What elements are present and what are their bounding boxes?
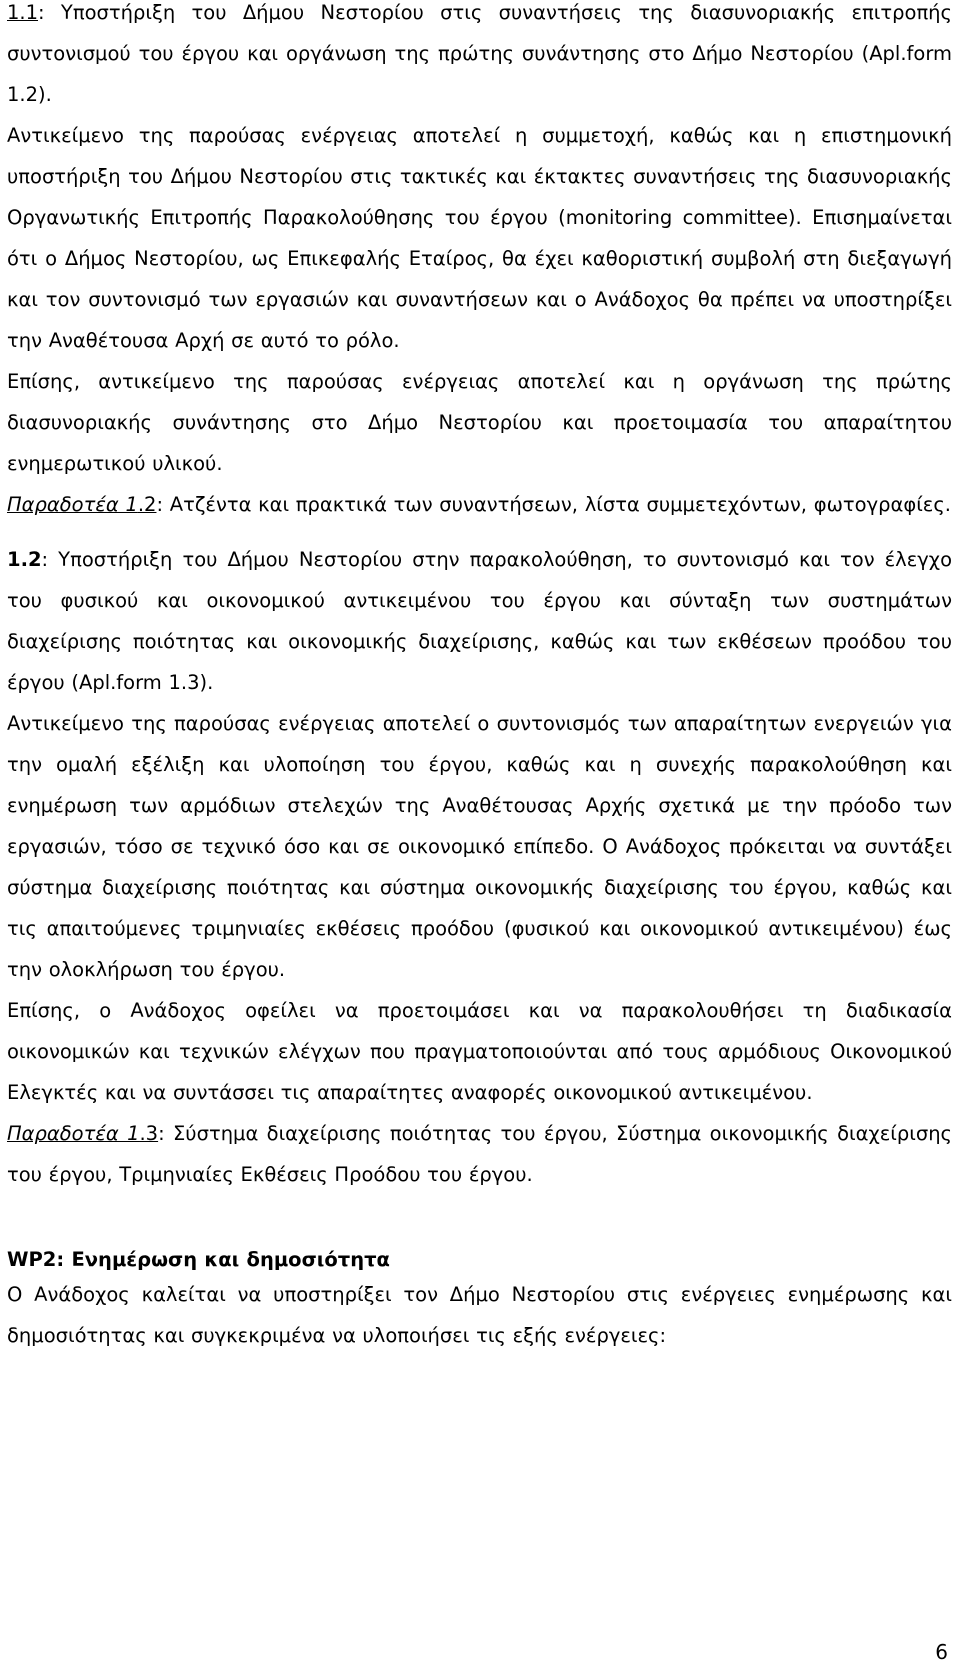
deliverable-label: Παραδοτέα 1 [7, 1122, 140, 1145]
section-1-1-paragraph-1: Αντικείμενο της παρούσας ενέργειας αποτελεί η συμμετοχή, καθώς και η επιστημονική υποστήριξη του Δήμου Νεστορίου στις τακτικές και έκτακτες συναντήσεις της διασυνοριακής Οργανωτικής Επιτροπής Παρακολούθησης του έργου (monitoring committee). Επισημαίνεται ότι ο Δήμος Νεστορίου, ως Επικεφαλής Εταίρος, θα έχει καθοριστική συμβολή στη διεξαγωγή και τον συντονισμό των εργασιών και συναντήσεων και ο Ανάδοχος θα πρέπει να υποστηρίξει την Αναθέτουσα Αρχή σε αυτό το ρόλο. [7, 124, 952, 352]
section-1-2-heading-text: : Υποστήριξη του Δήμου Νεστορίου στην παρακολούθηση, το συντονισμό και τον έλεγχο του φυσικού και οικονομικού αντικειμένου του έργου και σύνταξη των συστημάτων διαχείρισης ποιότητας και οικονομικής διαχείρισης, καθώς και των εκθέσεων προόδου του έργου (Apl.form 1.3). [7, 548, 952, 694]
spacer [7, 525, 952, 539]
wp2-paragraph-1: Ο Ανάδοχος καλείται να υποστηρίξει τον Δήμο Νεστορίου στις ενέργειες ενημέρωσης και δημοσιότητας και συγκεκριμένα να υλοποιήσει τις εξής ενέργειες: [7, 1283, 952, 1347]
section-1-2-paragraph-2: Επίσης, ο Ανάδοχος οφείλει να προετοιμάσει και να παρακολουθήσει τη διαδικασία οικονομικών και τεχνικών ελέγχων που πραγματοποιούνται από τους αρμόδιους Οικονομικού Ελεγκτές και να συντάσσει τις απαραίτητες αναφορές οικονομικού αντικειμένου. [7, 999, 952, 1104]
page-number: 6 [935, 1640, 948, 1664]
document-page [7, 0, 952, 1356]
spacer [7, 1195, 952, 1239]
wp2-heading: WP2: Ενημέρωση και δημοσιότητα [7, 1248, 390, 1271]
section-1-1-heading [7, 0, 952, 115]
deliverable-text: : Σύστημα διαχείρισης ποιότητας του έργου, Σύστημα οικονομικής διαχείρισης του έργου, Τριμηνιαίες Εκθέσεις Προόδου του έργου. [7, 1122, 952, 1186]
deliverable-number: .3 [139, 1122, 159, 1145]
section-1-1-heading-number: 1.1 [7, 1, 39, 24]
section-1-2-heading-number: 1.2 [7, 548, 42, 571]
deliverable-number: .2 [137, 493, 157, 516]
section-1-2-deliverable [7, 1113, 952, 1195]
deliverable-label: Παραδοτέα 1 [7, 493, 138, 516]
section-1-1-deliverable [7, 484, 952, 525]
section-1-2-heading [7, 539, 952, 703]
section-1-1-heading-text: : Υποστήριξη του Δήμου Νεστορίου στις συναντήσεις της διασυνοριακής επιτροπής συντονισμού του έργου και οργάνωση της πρώτης συνάντησης στο Δήμο Νεστορίου (Apl.form 1.2). [7, 1, 952, 106]
section-1-1-paragraph-2: Επίσης, αντικείμενο της παρούσας ενέργειας αποτελεί και η οργάνωση της πρώτης διασυνοριακής συνάντησης στο Δήμο Νεστορίου και προετοιμασία του απαραίτητου ενημερωτικού υλικού. [7, 370, 952, 475]
section-1-2-paragraph-1: Αντικείμενο της παρούσας ενέργειας αποτελεί ο συντονισμός των απαραίτητων ενεργειών για την ομαλή εξέλιξη και υλοποίηση του έργου, καθώς και η συνεχής παρακολούθηση και ενημέρωση των αρμόδιων στελεχών της Αναθέτουσας Αρχής σχετικά με την πρόοδο των εργασιών, τόσο σε τεχνικό όσο και σε οικονομικό επίπεδο. Ο Ανάδοχος πρόκειται να συντάξει σύστημα διαχείρισης ποιότητας και σύστημα οικονομικής διαχείρισης του έργου, καθώς και τις απαιτούμενες τριμηνιαίες εκθέσεις προόδου (φυσικού και οικονομικού αντικειμένου) έως την ολοκλήρωση του έργου. [7, 712, 952, 981]
deliverable-text: : Ατζέντα και πρακτικά των συναντήσεων, λίστα συμμετεχόντων, φωτογραφίες. [156, 493, 951, 516]
